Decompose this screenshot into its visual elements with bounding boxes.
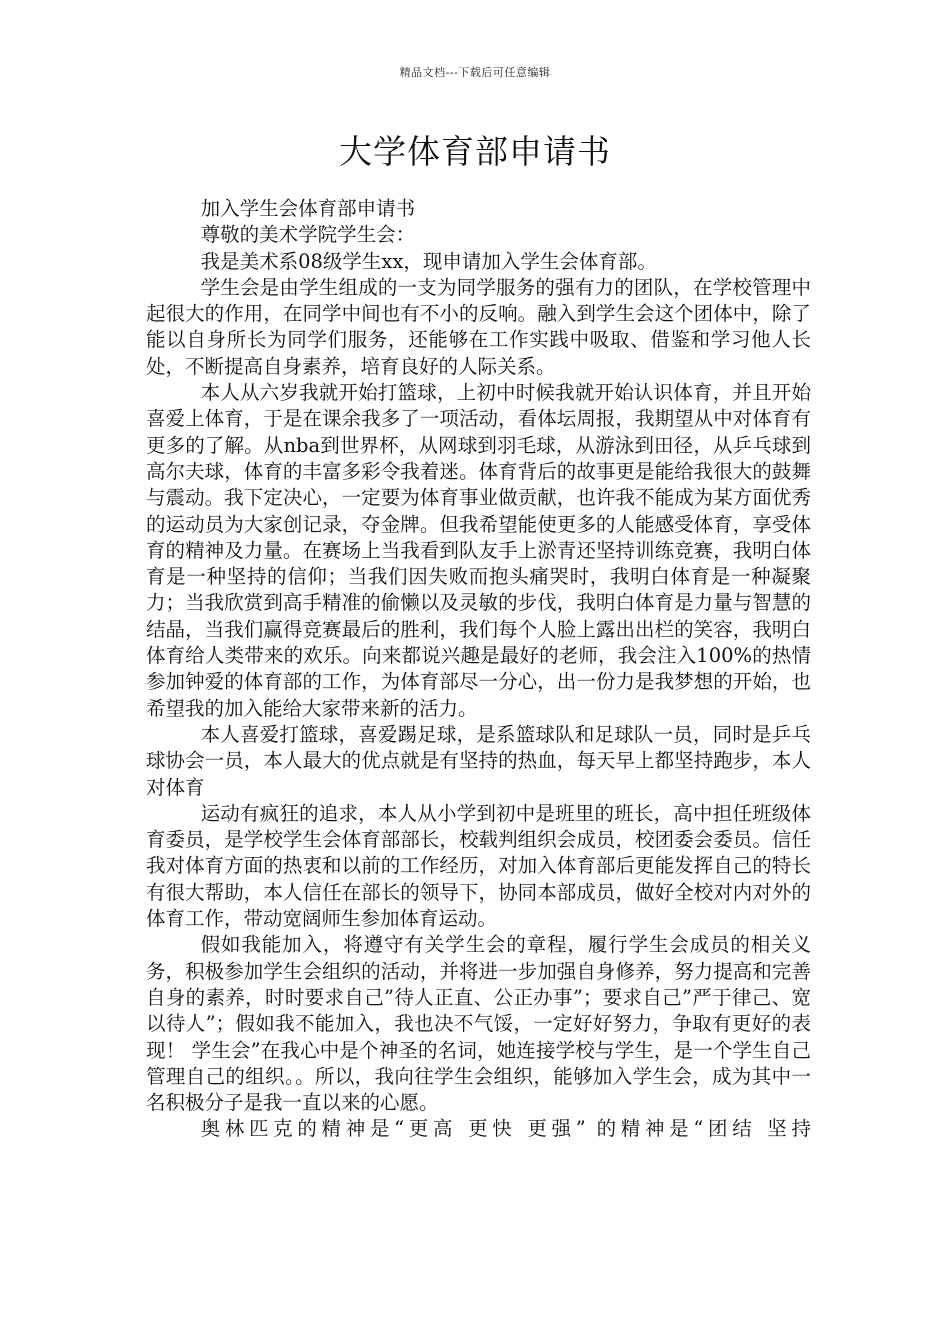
document-body — [146, 196, 811, 1143]
document-title: 大学体育部申请书 — [339, 132, 611, 171]
body-paragraph: 运动有疯狂的追求，本人从小学到初中是班里的班长，高中担任班级体育委员，是学校学生会体育部部长，校载判组织会成员，校团委会委员。信任我对体育方面的热衷和以前的工作经历，对加入体育部后更能发挥自己的特长有很大帮助，本人信任在部长的领导下，协同本部成员，做好全校对内对外的体育工作，带动宽阔师生参加体育运动。 — [146, 801, 811, 931]
body-paragraph-truncated: 奥林匹克的精神是“更高 更快 更强” 的精神是“团结 坚持 — [200, 1117, 811, 1141]
header-note: 精品文档---下载后可任意编辑 — [399, 66, 551, 79]
body-paragraph: 学生会是由学生组成的一支为同学服务的强有力的团队，在学校管理中起很大的作用，在同学中间也有不小的反响。融入到学生会这个团体中，除了能以自身所长为同学们服务，还能够在工作实践中吸取、借鉴和学习他人长处，不断提高自身素养，培育良好的人际关系。 — [146, 275, 811, 378]
body-paragraph: 假如我能加入，将遵守有关学生会的章程，履行学生会成员的相关义务，积极参加学生会组织的活动，并将进一步加强自身修养，努力提高和完善自身的素养，时时要求自己”待人正直、公正办事”；要求自己”严于律己、宽以待人”；假如我不能加入，我也决不气馁，一定好好努力，争取有更好的表现！ 学生会”在我心中是个神圣的名词，她连接学校与学生，是一个学生自己管理自己的组织。。所以，我向往学生会组织，能够加入学生会，成为其中一名积极分子是我一直以来的心愿。 — [146, 933, 811, 1115]
body-paragraph: 本人喜爱打篮球，喜爱踢足球，是系篮球队和足球队一员，同时是乒乓球协会一员，本人最大的优点就是有坚持的热血，每天早上都坚持跑步，本人对体育 — [146, 722, 811, 799]
body-paragraph: 本人从六岁我就开始打篮球，上初中时候我就开始认识体育，并且开始喜爱上体育，于是在课余我多了一项活动，看体坛周报，我期望从中对体育有更多的了解。从nba到世界杯，从网球到羽毛球，从游泳到田径，从乒乓球到高尔夫球，体育的丰富多彩令我着迷。体育背后的故事更是能给我很大的鼓舞与震动。我下定决心，一定要为体育事业做贡献，也许我不能成为某方面优秀的运动员为大家创记录，夺金牌。但我希望能使更多的人能感受体育，享受体育的精神及力量。在赛场上当我看到队友手上淤青还坚持训练竞赛，我明白体育是一种坚持的信仰；当我们因失败而抱头痛哭时，我明白体育是一种凝聚力；当我欣赏到高手精准的偷懒以及灵敏的步伐，我明白体育是力量与智慧的结晶，当我们赢得竞赛最后的胜利，我们每个人脸上露出出栏的笑容，我明白体育给人类带来的欢乐。向来都说兴趣是最好的老师，我会注入100%的热情参加钟爱的体育部的工作，为体育部尽一分心，出一份力是我梦想的开始，也希望我的加入能给大家带来新的活力。 — [146, 381, 811, 720]
body-paragraph-salutation: 尊敬的美术学院学生会： — [200, 223, 416, 247]
body-paragraph-intro: 我是美术系08级学生xx，现申请加入学生会体育部。 — [200, 249, 657, 273]
body-paragraph-subtitle: 加入学生会体育部申请书 — [200, 197, 416, 220]
